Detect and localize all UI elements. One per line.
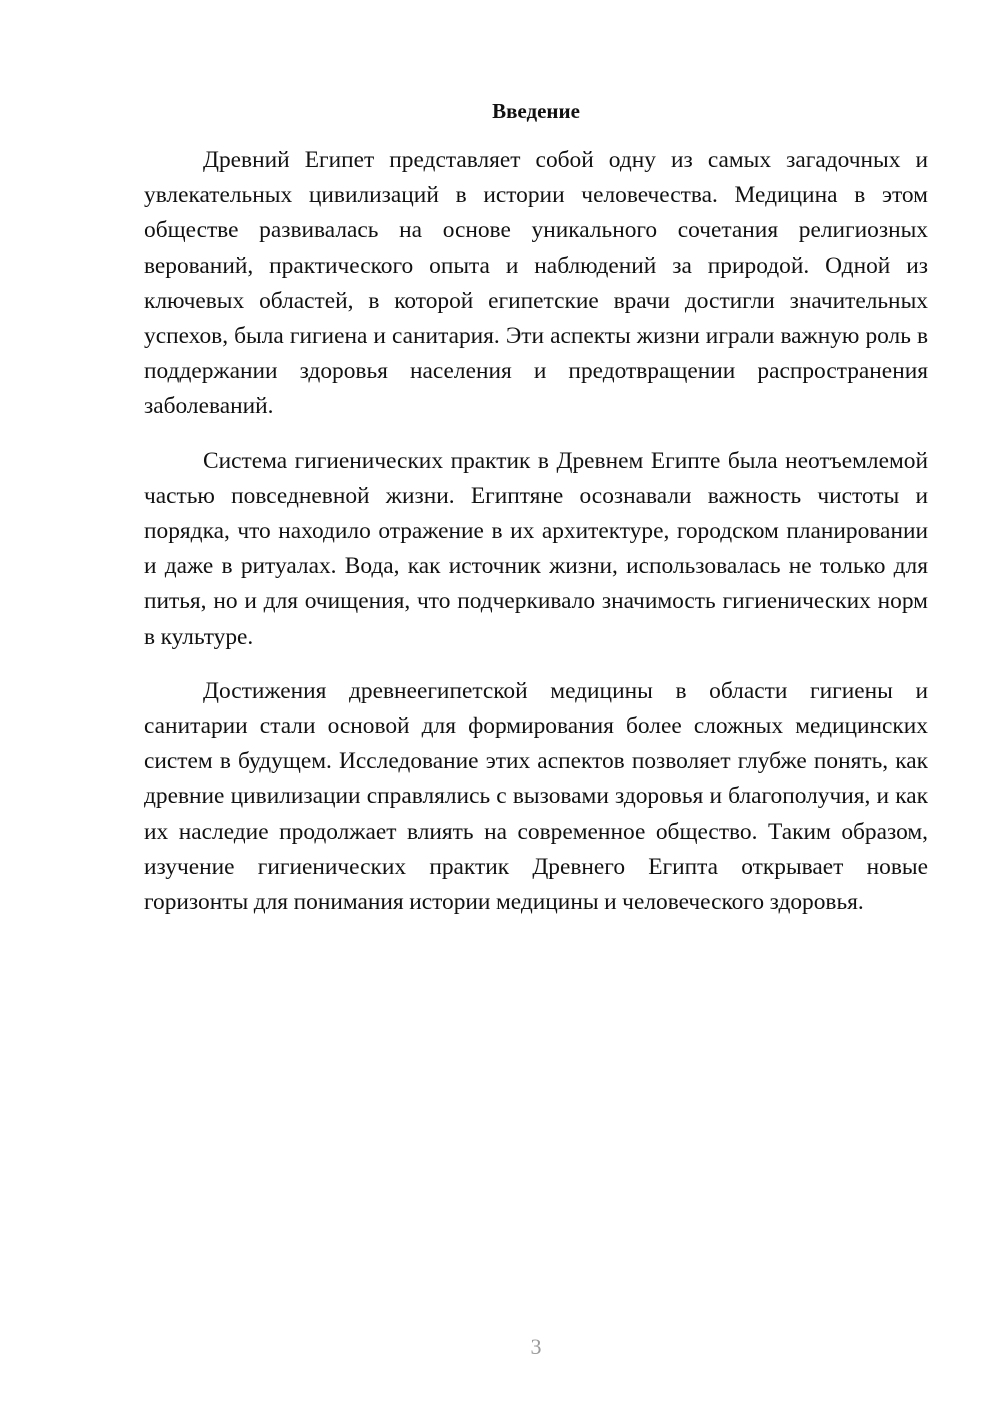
body-text [144, 143, 928, 939]
page-number: 3 [530, 1334, 542, 1359]
paragraph-3: Достижения древнеегипетской медицины в области гигиены и санитарии стали основой для формирования более сложных медицинских систем в будущем. Исследование этих аспектов позволяет глубже понять, как древние цивилизации справлялись с вызовами здоровья и благополучия, и как их наследие продолжает влиять на современное общество. Таким образом, изучение гигиенических практик Древнего Египта открывает новые горизонты для понимания истории медицины и человеческого здоровья. [144, 677, 928, 916]
paragraph-1: Древний Египет представляет собой одну из самых загадочных и увлекательных цивилизаций в истории человечества. Медицина в этом обществе развивалась на основе уникального сочетания религиозных верований, практического опыта и наблюдений за природой. Одной из ключевых областей, в которой египетские врачи достигли значительных успехов, была гигиена и санитария. Эти аспекты жизни играли важную роль в поддержании здоровья населения и предотвращении распространения заболеваний. [144, 147, 928, 420]
paragraph-2: Система гигиенических практик в Древнем Египте была неотъемлемой частью повседневной жизни. Египтяне осознавали важность чистоты и порядка, что находило отражение в их архитектуре, городском планировании и даже в ритуалах. Вода, как источник жизни, использовалась не только для питья, но и для очищения, что подчеркивало значимость гигиенических норм в культуре. [144, 447, 928, 650]
section-heading: Введение [492, 99, 580, 123]
